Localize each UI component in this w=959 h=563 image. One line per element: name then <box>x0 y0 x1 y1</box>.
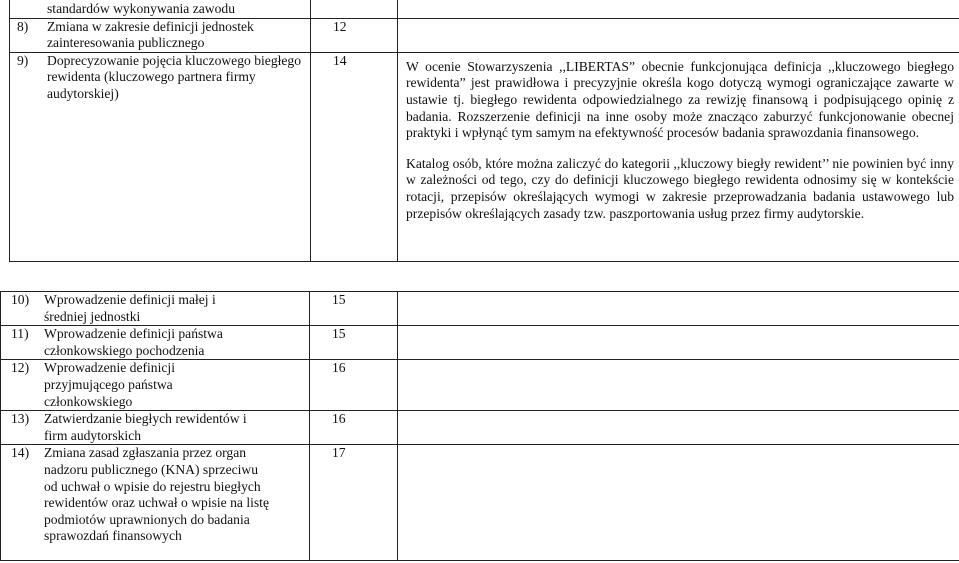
item-number: 13) <box>11 411 30 427</box>
page-number: 14 <box>311 52 398 261</box>
table-row <box>10 52 311 261</box>
table-row <box>10 18 311 52</box>
item-number: 10) <box>11 292 30 307</box>
page-number: 16 <box>310 411 398 445</box>
item-title: Zatwierdzanie biegłych rewidentów i firm audytorskich <box>44 411 247 443</box>
item-number: 11) <box>11 326 29 342</box>
comment-paragraph-1: W ocenie Stowarzyszenia ,,LIBERTAS” obecnie funkcjonująca definicja ,,kluczowego biegłego rewidenta” jest prawidłowa i precyzyjnie określa kogo dotyczą wymogi ograniczające zawarte w ustawie tj. biegłego rewidenta odpowiedzialnego za rewizję finansową i podpisującego opinię z badania. Rozszerzenie definicji na inne osoby może znacząco zaburzyć funkcjonowanie obecnej praktyki i wpłynąć tym samym na efektywność procesów badania sprawozdania finansowego. <box>406 58 954 141</box>
page-number: 15 <box>310 326 398 360</box>
item-number: 8) <box>17 18 29 34</box>
item-title: Wprowadzenie definicji przyjmującego państwa członkowskiego <box>44 360 175 409</box>
page-number: 15 <box>310 292 398 326</box>
comments-table-top <box>9 0 959 262</box>
page-number: 12 <box>311 18 398 52</box>
item-title: Doprecyzowanie pojęcia kluczowego biegłego rewidenta (kluczowego partnera firmy audytorskiej) <box>47 52 302 101</box>
page-number: 17 <box>310 445 398 561</box>
comment-paragraph-2: Katalog osób, które można zaliczyć do kategorii ,,kluczowy biegły rewident’’ nie powinien być inny w zależności od tego, czy do definicji kluczowego biegłego rewidenta odnosimy się w kontekście rotacji, przepisów określających wymogi w zakresie przeprowadzania badania ustawowego lub przepisów określających zasady tzw. paszportowania usług przez firmy audytorskie. <box>406 155 954 221</box>
comments-table-bottom <box>0 291 959 561</box>
table-row <box>1 326 310 360</box>
item-title: Zmiana zasad zgłaszania przez organ nadzoru publicznego (KNA) sprzeciwu od uchwał o wpisie do rejestru biegłych rewidentów oraz uchwał o wpisie na listę podmiotów uprawnionych do badania sprawozdań finansowych <box>44 445 269 544</box>
item-number: 14) <box>11 445 30 461</box>
page-number: 16 <box>310 360 398 411</box>
table-row <box>1 360 310 411</box>
table-row <box>1 292 310 326</box>
item-title: Wprowadzenie definicji małej i średniej jednostki <box>44 292 216 324</box>
table-row <box>1 411 310 445</box>
item-number: 12) <box>11 360 30 376</box>
table-row <box>1 445 310 561</box>
prev-row-text: standardów wykonywania zawodu <box>47 1 235 16</box>
comment-cell <box>398 52 959 261</box>
item-number: 9) <box>17 52 29 68</box>
item-title: Zmiana w zakresie definicji jednostek zainteresowania publicznego <box>47 18 254 51</box>
item-title: Wprowadzenie definicji państwa członkowskiego pochodzenia <box>44 326 223 358</box>
prev-row-cell <box>10 0 311 18</box>
